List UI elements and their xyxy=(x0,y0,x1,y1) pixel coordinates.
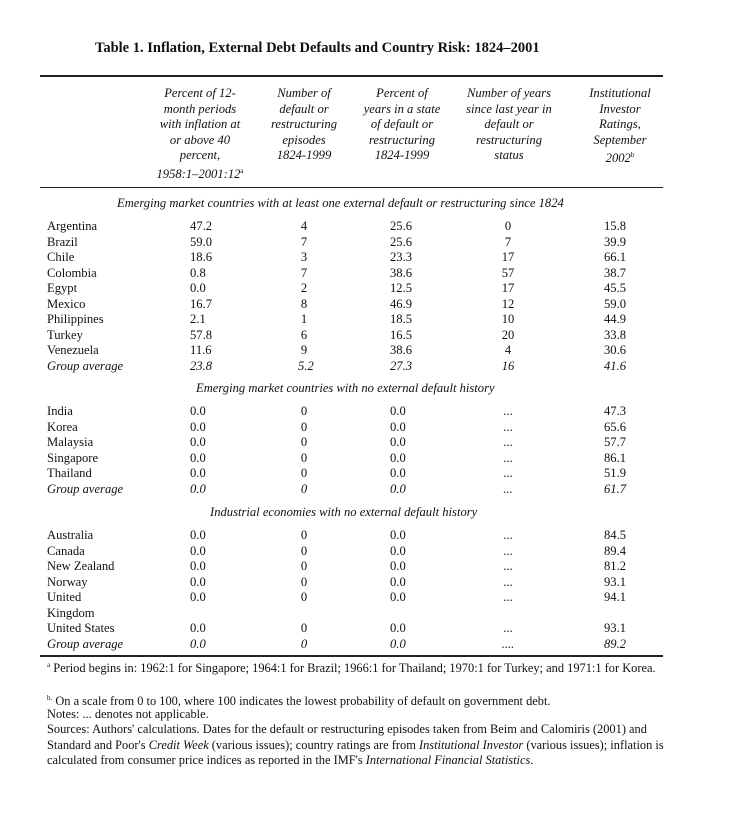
inflation-value: 0.0 xyxy=(190,466,206,480)
sources-text: (various issues); country ratings are from xyxy=(208,737,419,752)
inflation-value: 0.0 xyxy=(190,574,206,589)
group-average-episodes: 0 xyxy=(300,481,308,496)
rating-value: 93.1 xyxy=(604,621,627,635)
country-name: Turkey xyxy=(47,327,83,342)
pct-years-value: 25.6 xyxy=(390,234,413,249)
header-episodes xyxy=(260,86,348,164)
years-since-value: ... xyxy=(503,404,513,418)
header-line: restructuring xyxy=(475,132,542,147)
years-since-value: ... xyxy=(503,621,513,635)
group-average-rating: 41.6 xyxy=(604,358,627,373)
rating-value: 39.9 xyxy=(604,234,627,249)
pct-years-value: 0.0 xyxy=(390,543,406,558)
header-line: Ratings, xyxy=(599,117,641,131)
pct-years-value: 0.0 xyxy=(390,528,406,542)
rating-value: 33.8 xyxy=(604,327,627,342)
pct-years-value: 0.0 xyxy=(390,419,406,434)
country-name: Egypt xyxy=(47,281,78,295)
group-average-label: Group average xyxy=(47,481,124,496)
group-average-rating: 61.7 xyxy=(604,481,627,496)
pct-years-value: 0.0 xyxy=(390,450,406,465)
pct-years-value: 0.0 xyxy=(390,590,406,604)
inflation-value: 47.2 xyxy=(190,219,213,233)
header-line: episodes xyxy=(282,132,326,147)
group-average-years-since: .... xyxy=(501,636,515,651)
rating-value: 89.4 xyxy=(604,543,627,558)
header-line: Percent of xyxy=(376,86,428,100)
header-line: 1958:1–2001:12 xyxy=(156,166,241,181)
inflation-value: 0.0 xyxy=(190,281,206,295)
inflation-value: 0.0 xyxy=(190,528,206,542)
pct-years-value: 46.9 xyxy=(390,296,413,311)
header-rule xyxy=(40,187,663,188)
episodes-value: 9 xyxy=(300,343,308,357)
episodes-value: 0 xyxy=(300,404,308,418)
rating-value: 45.5 xyxy=(604,281,627,295)
rating-value: 81.2 xyxy=(604,559,627,573)
sources-title: International Financial Statistics xyxy=(365,753,531,767)
header-line: Investor xyxy=(599,101,641,116)
group-average-years-since: ... xyxy=(503,481,513,496)
header-line: percent, xyxy=(179,148,221,162)
inflation-value: 59.0 xyxy=(190,234,213,249)
group-average-label: Group average xyxy=(47,358,124,373)
group-average-episodes: 0 xyxy=(300,636,308,651)
rating-value: 15.8 xyxy=(604,219,627,233)
pct-years-value: 38.6 xyxy=(390,265,413,280)
inflation-value: 0.0 xyxy=(190,404,206,418)
rating-value: 66.1 xyxy=(604,250,627,264)
group-average-inflation: 23.8 xyxy=(190,358,213,373)
years-since-value: ... xyxy=(503,528,513,542)
episodes-value: 6 xyxy=(300,327,308,342)
inflation-value: 0.0 xyxy=(190,435,206,449)
footnote-text: Period begins in: 1962:1 for Singapore; 1964:1 for Brazil; 1966:1 for Thailand; 1970:1 for Turkey; and 1971:1 for Korea. xyxy=(50,661,656,676)
years-since-value: 57 xyxy=(501,265,515,280)
rating-value: 94.1 xyxy=(604,590,627,604)
country-name: India xyxy=(47,404,73,418)
years-since-value: ... xyxy=(503,574,513,589)
country-name: Chile xyxy=(47,250,75,264)
footnote-marker: a xyxy=(47,661,51,669)
years-since-value: 20 xyxy=(501,327,515,342)
pct-years-value: 38.6 xyxy=(390,343,413,357)
country-name: Singapore xyxy=(47,450,99,465)
group-average-pct-years: 0.0 xyxy=(390,481,406,496)
header-line: default or xyxy=(279,101,329,116)
rating-value: 93.1 xyxy=(604,574,627,589)
episodes-value: 3 xyxy=(300,250,308,264)
inflation-value: 18.6 xyxy=(190,250,213,264)
rating-value: 51.9 xyxy=(604,466,627,480)
country-name: Canada xyxy=(47,543,85,558)
episodes-value: 0 xyxy=(300,621,308,635)
rating-value: 65.6 xyxy=(604,419,627,434)
header-line: status xyxy=(494,148,524,162)
inflation-value: 0.0 xyxy=(190,621,206,635)
sources xyxy=(47,722,667,769)
years-since-value: 10 xyxy=(501,312,515,326)
header-line: default or xyxy=(484,117,534,131)
country-name: Mexico xyxy=(47,296,86,311)
footnote-text: On a scale from 0 to 100, where 100 indicates the lowest probability of default on government debt. xyxy=(52,694,551,709)
years-since-value: ... xyxy=(503,450,513,465)
inflation-value: 57.8 xyxy=(190,327,213,342)
header-line: month periods xyxy=(163,101,237,116)
pct-years-value: 12.5 xyxy=(390,281,413,295)
group-average-pct-years: 0.0 xyxy=(390,636,406,651)
section-title-text: Industrial economies with no external default history xyxy=(210,505,478,519)
sources-text: (various issues); inflation is calculated from consumer price indices as reported in the IMF's xyxy=(47,737,664,767)
header-inflation xyxy=(152,86,248,182)
episodes-value: 0 xyxy=(300,574,308,589)
country-name: Kingdom xyxy=(47,605,95,620)
header-line: of default or xyxy=(370,117,434,131)
episodes-value: 0 xyxy=(300,528,308,542)
header-line: 2002 xyxy=(605,151,631,166)
sources-title: Institutional Investor xyxy=(418,737,524,752)
rating-value: 44.9 xyxy=(604,312,627,326)
rating-value: 47.3 xyxy=(604,404,627,418)
inflation-value: 0.0 xyxy=(190,450,206,465)
header-line: Number of years xyxy=(467,86,551,100)
pct-years-value: 0.0 xyxy=(390,435,406,449)
rating-value: 38.7 xyxy=(604,265,627,280)
episodes-value: 7 xyxy=(300,234,308,249)
episodes-value: 0 xyxy=(300,419,308,434)
sources-text: Sources: Authors' calculations. Dates for the default or restructuring episodes taken from Beim and Calomiris (2001) and Standard and Poor's xyxy=(47,722,647,752)
group-average-label: Group average xyxy=(47,636,124,651)
country-name: New Zealand xyxy=(47,559,115,573)
header-line: Number of xyxy=(277,86,331,100)
episodes-value: 0 xyxy=(300,590,308,604)
episodes-value: 0 xyxy=(300,543,308,558)
episodes-value: 7 xyxy=(300,265,308,280)
country-name: United States xyxy=(47,621,115,635)
country-name: Norway xyxy=(47,574,88,589)
header-line: or above 40 xyxy=(169,132,231,147)
top-rule xyxy=(40,75,663,77)
country-name: Philippines xyxy=(47,312,104,326)
episodes-value: 0 xyxy=(300,466,308,480)
inflation-value: 0.8 xyxy=(190,265,206,280)
episodes-value: 0 xyxy=(300,559,308,573)
inflation-value: 2.1 xyxy=(190,312,206,326)
header-ratings xyxy=(575,86,665,167)
header-line: restructuring xyxy=(368,132,435,147)
pct-years-value: 0.0 xyxy=(390,404,406,418)
pct-years-value: 18.5 xyxy=(390,312,413,326)
header-line: Institutional xyxy=(589,86,651,100)
country-name: Brazil xyxy=(47,234,78,249)
country-name: Venezuela xyxy=(47,343,99,357)
country-name: Australia xyxy=(47,528,94,542)
footnote-a xyxy=(47,658,667,677)
pct-years-value: 0.0 xyxy=(390,621,406,635)
pct-years-value: 23.3 xyxy=(390,250,413,264)
footnote-marker: b. xyxy=(47,694,53,702)
header-line: Percent of 12- xyxy=(164,86,236,100)
header-line: September xyxy=(593,132,647,147)
years-since-value: 12 xyxy=(501,296,515,311)
header-line: since last year in xyxy=(466,101,552,116)
header-line: 1824-1999 xyxy=(374,148,430,162)
header-years-since xyxy=(455,86,563,164)
years-since-value: 7 xyxy=(504,234,512,249)
header-line: with inflation at xyxy=(159,117,241,131)
notes: Notes: ... denotes not applicable. xyxy=(47,707,209,721)
episodes-value: 8 xyxy=(300,296,308,311)
episodes-value: 0 xyxy=(300,435,308,449)
group-average-episodes: 5.2 xyxy=(298,358,314,373)
header-line: restructuring xyxy=(270,117,337,131)
rating-value: 86.1 xyxy=(604,450,627,465)
inflation-value: 0.0 xyxy=(190,559,206,573)
rating-value: 30.6 xyxy=(604,343,627,357)
pct-years-value: 0.0 xyxy=(390,466,406,480)
group-average-inflation: 0.0 xyxy=(190,481,206,496)
episodes-value: 0 xyxy=(300,450,308,465)
inflation-value: 0.0 xyxy=(190,590,206,604)
group-average-years-since: 16 xyxy=(501,358,515,373)
inflation-value: 11.6 xyxy=(190,343,212,357)
episodes-value: 4 xyxy=(300,219,308,233)
years-since-value: ... xyxy=(503,559,513,573)
sources-title: Credit Week xyxy=(148,737,209,752)
footnote-marker: b xyxy=(630,151,635,159)
sources-text: . xyxy=(530,753,534,767)
header-line: 1824-1999 xyxy=(276,148,332,162)
inflation-value: 16.7 xyxy=(190,296,213,311)
years-since-value: 0 xyxy=(504,219,512,233)
episodes-value: 2 xyxy=(300,281,308,295)
country-name: United xyxy=(47,590,82,604)
rating-value: 59.0 xyxy=(604,296,627,311)
inflation-value: 0.0 xyxy=(190,543,206,558)
country-name: Thailand xyxy=(47,466,92,480)
episodes-value: 1 xyxy=(300,312,308,326)
pct-years-value: 0.0 xyxy=(390,574,406,589)
country-name: Malaysia xyxy=(47,435,94,449)
years-since-value: ... xyxy=(503,466,513,480)
country-name: Colombia xyxy=(47,265,97,280)
years-since-value: 4 xyxy=(504,343,512,357)
group-average-rating: 89.2 xyxy=(604,636,627,651)
rating-value: 84.5 xyxy=(604,528,627,542)
pct-years-value: 25.6 xyxy=(390,219,413,233)
group-average-inflation: 0.0 xyxy=(190,636,206,651)
years-since-value: ... xyxy=(503,590,513,604)
section-title-text: Emerging market countries with at least one external default or restructuring since 1824 xyxy=(117,196,564,210)
rating-value: 57.7 xyxy=(604,435,627,449)
years-since-value: 17 xyxy=(501,281,515,295)
bottom-rule xyxy=(40,655,663,657)
section-title-text: Emerging market countries with no external default history xyxy=(196,381,495,395)
country-name: Argentina xyxy=(47,219,98,233)
pct-years-value: 0.0 xyxy=(390,559,406,573)
years-since-value: 17 xyxy=(501,250,515,264)
table-title: Table 1. Inflation, External Debt Defaults and Country Risk: 1824–2001 xyxy=(95,40,540,56)
group-average-pct-years: 27.3 xyxy=(390,358,413,373)
years-since-value: ... xyxy=(503,419,513,434)
header-line: years in a state xyxy=(363,101,441,116)
years-since-value: ... xyxy=(503,435,513,449)
inflation-value: 0.0 xyxy=(190,419,206,434)
country-name: Korea xyxy=(47,419,78,434)
pct-years-value: 16.5 xyxy=(390,327,413,342)
header-pct-years xyxy=(353,86,451,164)
footnote-marker: a xyxy=(240,166,244,175)
years-since-value: ... xyxy=(503,543,513,558)
